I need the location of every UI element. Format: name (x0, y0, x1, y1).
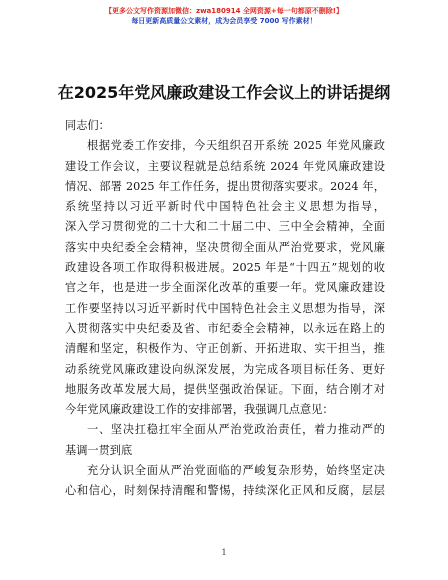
promo-line-2: 每日更新高质量公文素材，成为会员享受 7000 写作素材！ (131, 17, 317, 25)
body-line: 落实中央纪委全会精神，坚决贯彻全面从严治党要求，党风廉 (65, 240, 385, 254)
body-line: 地服务改革发展大局，提供坚强政治保证。下面，结合刚才对 (65, 382, 385, 396)
salutation: 同志们： (65, 119, 110, 132)
body-line: 建设工作会议，主要议程就是总结系统 2024 年党风廉政建设 (65, 159, 385, 173)
body-line: 清醒和坚定，积极作为、守正创新、开拓进取、实干担当，推 (65, 342, 385, 356)
body-line: 政建设各项工作取得积极进展。2025 年是“十四五”规划的收 (65, 261, 385, 275)
body-line: 充分认识全面从严治党面临的严峻复杂形势，始终坚定决 (87, 464, 385, 478)
document-title: 在2025年党风廉政建设工作会议上的讲话提纲 (57, 83, 391, 102)
body-line: 工作要坚持以习近平新时代中国特色社会主义思想为指导，深 (65, 301, 385, 315)
body-line: 入贯彻落实中央纪委及省、市纪委全会精神，以永远在路上的 (65, 321, 385, 335)
body-line: 深入学习贯彻党的二十大和二十届二中、三中全会精神，全面 (65, 220, 385, 234)
section-heading-line: 一、坚决扛稳扛牢全面从严治党政治责任，着力推动严的 (87, 423, 385, 437)
page-number: 1 (221, 548, 227, 557)
document-body (65, 116, 385, 502)
promo-banner (0, 6, 448, 26)
body-line: 官之年，也是进一步全面深化改革的重要一年。党风廉政建设 (65, 281, 385, 295)
body-line: 根据党委工作安排，今天组织召开系统 2025 年党风廉政 (87, 139, 385, 153)
body-line: 心和信心，时刻保持清醒和警惕，持续深化正风和反腐，层层 (65, 484, 385, 498)
body-line: 动系统党风廉政建设向纵深发展，为完成各项目标任务、更好 (65, 362, 385, 376)
body-line: 今年党风廉政建设工作的安排部署，我强调几点意见： (65, 403, 334, 417)
promo-line-1: 【更多公文写作资源加微信：zwa180914 全网资源+每一句都原不删除!】 (105, 7, 343, 15)
section-heading-line: 基调一贯到底 (65, 443, 133, 457)
body-line: 情况、部署 2025 年工作任务，提出贯彻落实要求。2024 年， (65, 179, 385, 193)
body-line: 系统坚持以习近平新时代中国特色社会主义思想为指导， (65, 200, 385, 214)
